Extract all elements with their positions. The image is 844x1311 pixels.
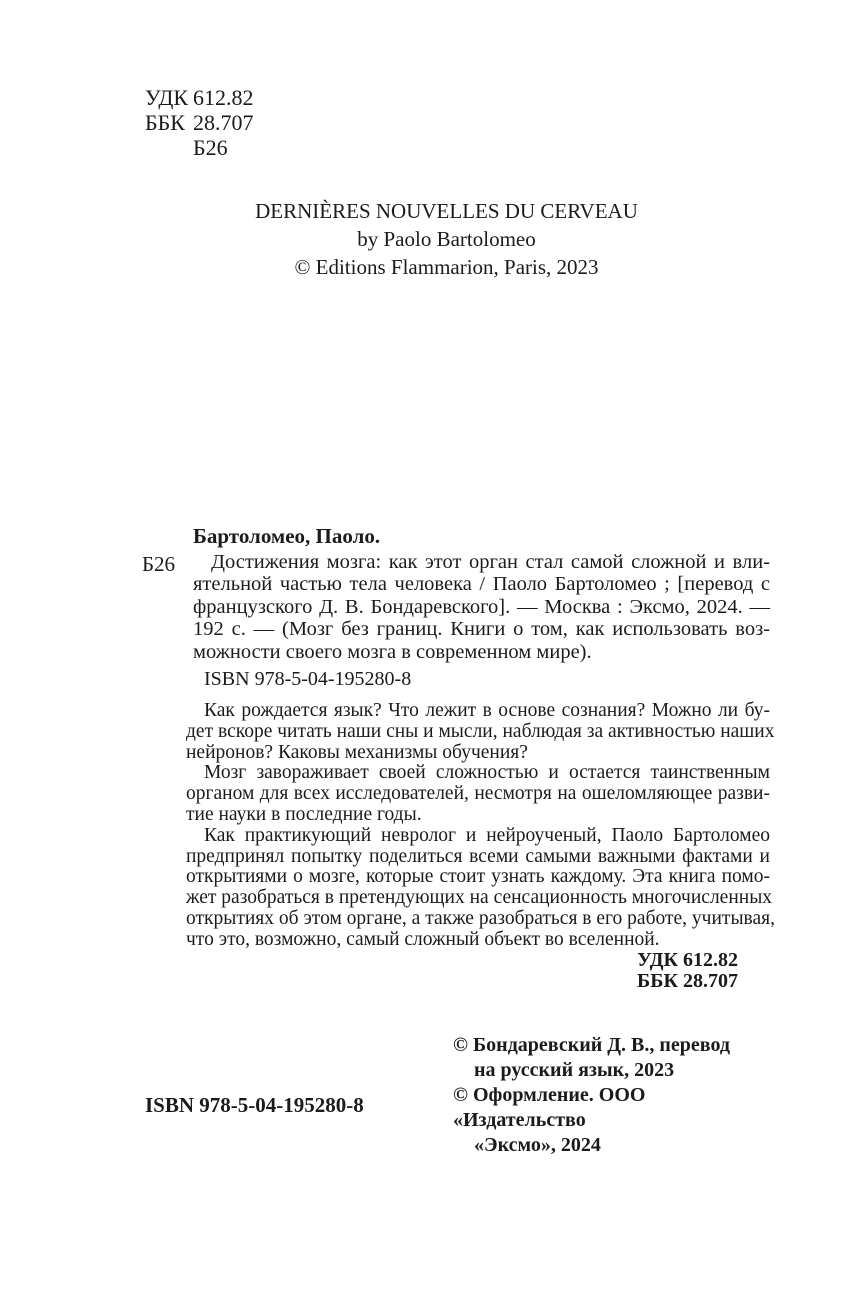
catalog-entry-line: ятельной частью тела человека / Паоло Бартоломео ; [перевод с: [193, 573, 770, 596]
annotation-line: жет разобраться в претендующих на сенсационность многочисленных: [186, 887, 773, 909]
annotation-line: дет вскоре читать наши сны и мысли, наблюдая за активностью наших: [186, 720, 775, 742]
annotation-line: Как рождается язык? Что лежит в основе сознания? Можно ли бу-: [204, 700, 770, 721]
annotation-line: тие науки в последние годы.: [186, 803, 422, 825]
bbk-value: 28.707: [193, 110, 254, 135]
author-sign-value: Б26: [193, 135, 228, 160]
annotation-line: Мозг завораживает своей сложностью и остается таинственным: [204, 762, 770, 784]
udk-label: УДК: [145, 85, 189, 110]
catalog-index: Б26: [142, 552, 176, 576]
annotation-line: предпринял попытку поделиться всеми самыми важными фактами и: [186, 845, 770, 867]
bbk-row: [145, 110, 254, 135]
annotation-line: открытиях об этом органе, а также разобраться в его работе, учитывая,: [186, 907, 775, 929]
copyright-design-line: «Эксмо», 2024: [474, 1134, 601, 1156]
author-sign-row: [145, 135, 254, 160]
annotation-paragraph: [186, 824, 775, 951]
annotation-line: открытиями о мозге, которые стоит узнать каждому. Эта книга помо-: [186, 866, 770, 888]
annotation-paragraph: [186, 700, 775, 763]
catalog-entry-line: французского Д. В. Бондаревского]. — Москва : Эксмо, 2024. —: [193, 595, 770, 618]
bbk-label: ББК: [145, 110, 185, 135]
udk-bottom: УДК 612.82: [637, 949, 738, 971]
copyright-translation-line: на русский язык, 2023: [474, 1059, 675, 1081]
copyright-block: [453, 1033, 783, 1158]
udk-row: [145, 85, 254, 110]
annotation-line: Как практикующий невролог и нейроученый, Паоло Бартоломео: [204, 824, 770, 846]
udk-value: 612.82: [193, 85, 254, 110]
annotation-paragraph: [186, 763, 770, 825]
annotation-block: [186, 700, 775, 951]
copyright-translation-line: © Бондаревский Д. В., перевод: [453, 1034, 731, 1056]
catalog-author: Бартоломео, Паоло.: [193, 524, 381, 548]
classification-codes-bottom: [637, 950, 738, 991]
copyright-design-line: © Оформление. ООО «Издательство: [453, 1084, 646, 1131]
catalog-isbn: ISBN 978-5-04-195280-8: [204, 668, 412, 690]
isbn-bottom: ISBN 978-5-04-195280-8: [145, 1093, 364, 1117]
annotation-line: органом для всех исследователей, несмотря на ошеломляющее разви-: [186, 783, 770, 805]
original-copyright: © Editions Flammarion, Paris, 2023: [294, 255, 599, 279]
original-author: by Paolo Bartolomeo: [357, 227, 536, 251]
catalog-entry-line: Достижения мозга: как этот орган стал самой сложной и вли-: [211, 551, 770, 573]
classification-codes-top: [145, 85, 254, 160]
catalog-entry: [193, 551, 770, 663]
catalog-entry-line: можности своего мозга в современном мире).: [193, 640, 592, 663]
annotation-line: что это, возможно, самый сложный объект во вселенной.: [186, 928, 660, 950]
original-title: DERNIÈRES NOUVELLES DU CERVEAU: [255, 199, 638, 223]
bbk-bottom: ББК 28.707: [637, 969, 738, 992]
annotation-line: нейронов? Каковы механизмы обучения?: [186, 741, 528, 763]
original-title-block: [49, 197, 844, 281]
catalog-entry-line: 192 с. — (Мозг без границ. Книги о том, как использовать воз-: [193, 618, 770, 641]
